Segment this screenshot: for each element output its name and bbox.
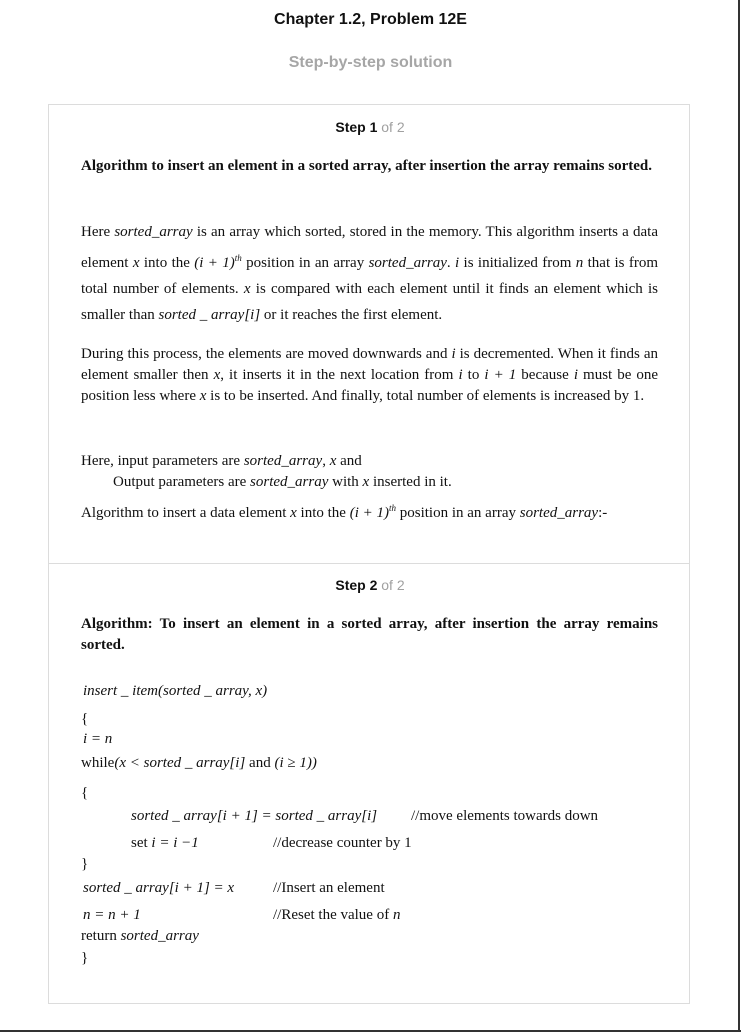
page-title: Chapter 1.2, Problem 12E <box>274 11 467 28</box>
page-frame-bottom <box>0 1030 741 1032</box>
step-1-total: of 2 <box>381 119 405 135</box>
code-line-insert: sorted _ array[i + 1] = x <box>83 880 235 896</box>
step-1-output-params: Output parameters are sorted_array with x inserted in it. <box>113 474 452 490</box>
page-subtitle: Step-by-step solution <box>288 54 453 71</box>
code-line-function: insert _ item(sorted _ array, x) <box>83 683 268 699</box>
step-1-algorithm-intro: Algorithm to insert a data element x into the $(i + 1)^{th}$ position in an array sorted_array:- <box>81 503 608 521</box>
code-line-close-brace: } <box>81 856 89 872</box>
step-1-label <box>49 119 691 135</box>
step-2-total: of 2 <box>381 577 405 593</box>
code-line-open-brace: { <box>81 711 89 727</box>
step-2-label <box>49 577 691 593</box>
step-1-input-params: Here, input parameters are sorted_array, x and <box>81 453 362 469</box>
step-1-paragraph-1: Here sorted_array is an array which sorted, stored in the memory. This algorithm inserts a data element x into the $(i + 1)^{th}$ position in an array sorted_array. i is initialized from n that is from total number of elements. x is compared with each element until it finds an element which is smaller than sorted _ array[i] or it reaches the first element. <box>81 224 659 323</box>
code-line-while: while(x < sorted _ array[i] and (i ≥ 1)) <box>81 755 317 771</box>
code-comment-increment: //Reset the value of n <box>273 907 401 923</box>
code-comment-decrement: //decrease counter by 1 <box>273 835 412 851</box>
step-2-heading: Algorithm: To insert an element in a sorted array, after insertion the array remains sorted. <box>81 616 658 653</box>
code-line-final-brace: } <box>81 950 89 966</box>
code-comment-insert: //Insert an element <box>273 880 385 896</box>
solution-card <box>48 104 690 1004</box>
code-comment-shift: //move elements towards down <box>411 808 599 824</box>
code-line-increment: n = n + 1 <box>83 907 141 923</box>
code-line-init: i = n <box>83 731 113 747</box>
step-2-number: Step 2 <box>335 577 378 593</box>
code-line-shift: sorted _ array[i + 1] = sorted _ array[i] <box>131 808 378 824</box>
code-line-open-brace-2: { <box>81 785 89 801</box>
code-line-return: return sorted_array <box>81 928 199 944</box>
step-1-heading: Algorithm to insert an element in a sorted array, after insertion the array remains sorted. <box>81 158 653 174</box>
step-divider <box>49 563 689 564</box>
step-1-paragraph-2: During this process, the elements are moved downwards and i is decremented. When it finds an element smaller then x, it inserts it in the next location from i to i + 1 because i must be one position less where x is to be inserted. And finally, total number of elements is increased by 1. <box>81 346 659 404</box>
code-line-decrement: set i = i −1 <box>131 835 199 851</box>
step-1-number: Step 1 <box>335 119 378 135</box>
page-frame-right <box>738 0 740 1032</box>
